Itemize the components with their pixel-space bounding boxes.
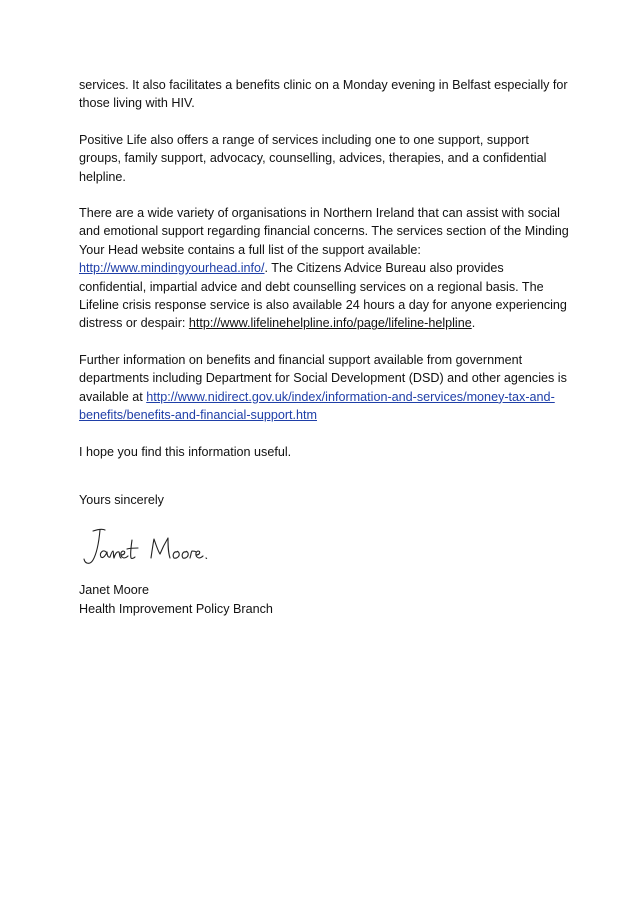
paragraph-hiv-clinic <box>79 76 569 113</box>
paragraph-positive-life <box>79 131 569 186</box>
paragraph-text: . The Citizens Advice Bureau also provides confidential, impartial advice and debt counselling services on a regional basis. The Lifeline crisis response service is also available 24 hours a day for anyone experiencing distress or despair: <box>79 261 567 331</box>
paragraph-text: I hope you find this information useful. <box>79 444 292 459</box>
paragraph-useful <box>79 443 569 461</box>
paragraph-text: There are a wide variety of organisations in Northern Ireland that can assist with social and emotional support regarding financial concerns. The services section of the Minding Your Head website contains a full list of the support available: <box>79 206 569 257</box>
lifeline-helpline-link[interactable]: http://www.lifelinehelpline.info/page/lifeline-helpline <box>188 316 472 331</box>
paragraph-text: Positive Life also offers a range of services including one to one support, support groups, family support, advocacy, counselling, advices, therapies, and a confidential helpline. <box>79 132 547 184</box>
paragraph-text: Further information on benefits and financial support available from government departments including Department for Social Development (DSD) and other agencies is available at <box>79 352 567 404</box>
handwritten-signature <box>79 527 209 571</box>
nidirect-link[interactable]: http://www.nidirect.gov.uk/index/information-and-services/money-tax-and-benefits/benefits-and-financial-support.htm <box>79 389 555 423</box>
letter-body <box>79 76 569 618</box>
minding-your-head-link[interactable]: http://www.mindingyourhead.info/ <box>79 261 265 276</box>
paragraph-text: . <box>471 316 476 331</box>
signatory-title: Health Improvement Policy Branch <box>79 601 273 616</box>
paragraph-organisations <box>79 204 569 333</box>
paragraph-text: services. It also facilitates a benefits clinic on a Monday evening in Belfast especially for those living with HIV. <box>79 78 568 111</box>
signatory-name: Janet Moore <box>79 583 150 598</box>
closing-salutation: Yours sincerely <box>79 492 164 507</box>
paragraph-further-information <box>79 351 569 425</box>
